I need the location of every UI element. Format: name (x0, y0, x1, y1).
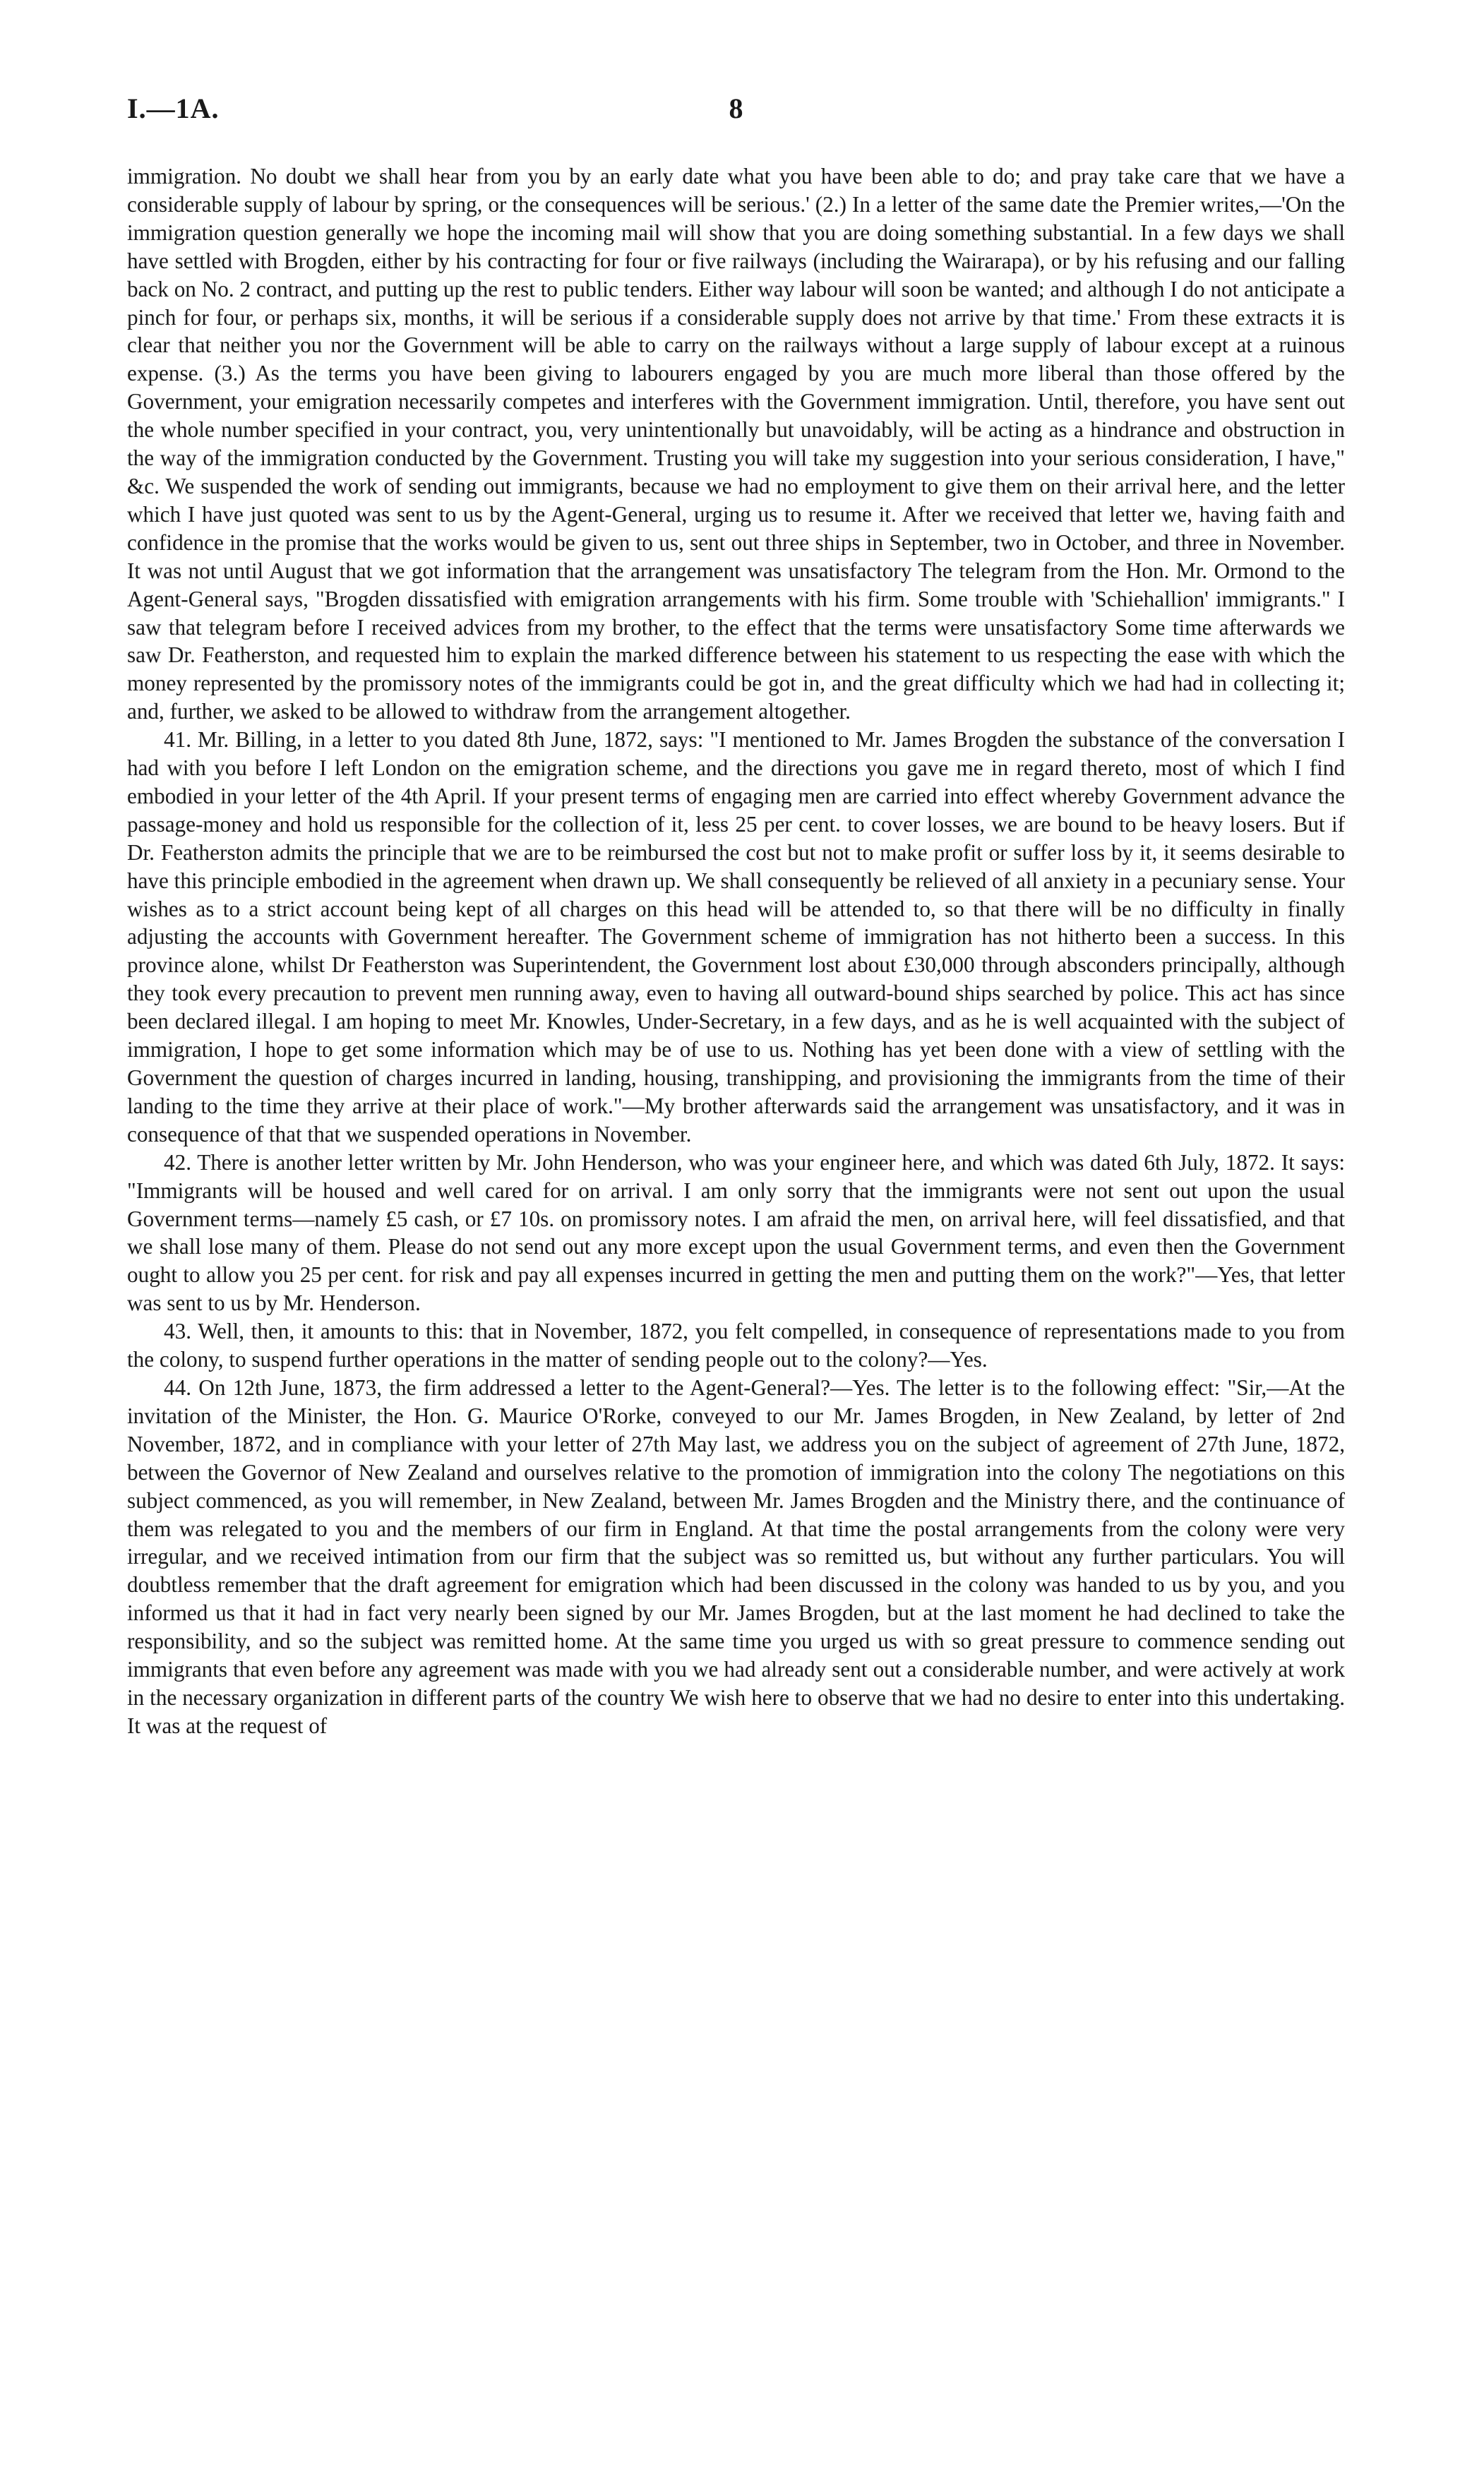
body-text (127, 162, 1345, 1740)
paragraph-44: 44. On 12th June, 1873, the firm addressed a letter to the Agent-General?—Yes. The letter is to the following effect: "Sir,—At the invitation of the Minister, the Hon. G. Maurice O'Rorke, conveyed to our Mr. James Brogden, in New Zealand, by letter of 2nd November, 1872, and in compliance with your letter of 27th May last, we address you on the subject of agreement of 27th June, 1872, between the Governor of New Zealand and ourselves relative to the promotion of immigration into the colony The negotiations on this subject commenced, as you will remember, in New Zealand, between Mr. James Brogden and the Ministry there, and the continuance of them was relegated to you and the members of our firm in England. At that time the postal arrangements from the colony were very irregular, and we received intimation from our firm that the subject was so remitted us, but without any further particulars. You will doubtless remember that the draft agreement for emigration which had been discussed in the colony was handed to us by you, and you informed us that it had in fact very nearly been signed by our Mr. James Brogden, but at the last moment he had declined to take the responsibility, and so the subject was remitted home. At the same time you urged us with so great pressure to commence sending out immigrants that even before any agreement was made with you we had already sent out a considerable number, and were actively at work in the necessary organization in different parts of the country We wish here to observe that we had no desire to enter into this undertaking. It was at the request of (127, 1375, 1345, 1738)
document-reference: I.—1A. (127, 92, 220, 124)
paragraph-43: 43. Well, then, it amounts to this: that in November, 1872, you felt compelled, in consequence of representations made to you from the colony, to suspend further operations in the matter of sending people out to the colony?—Yes. (127, 1319, 1345, 1372)
page-header (127, 92, 1345, 134)
paragraph-continuation: immigration. No doubt we shall hear from you by an early date what you have been able to do; and pray take care that we have a considerable supply of labour by spring, or the consequences will be serious.' (2.) In a letter of the same date the Premier writes,—'On the immigration question generally we hope the incoming mail will show that you are doing something substantial. In a few days we shall have settled with Brogden, either by his contracting for four or five railways (including the Wairarapa), or by his refusing and our falling back on No. 2 contract, and putting up the rest to public tenders. Either way labour will soon be wanted; and although I do not anticipate a pinch for four, or perhaps six, months, it will be serious if a considerable supply does not arrive by that time.' From these extracts it is clear that neither you nor the Government will be able to carry on the railways without a large supply of labour except at a ruinous expense. (3.) As the terms you have been giving to labourers engaged by you are much more liberal than those offered by the Government, your emigration necessarily competes and interferes with the Government immigration. Until, therefore, you have sent out the whole number specified in your contract, you, very unintentionally but unavoidably, will be acting as a hindrance and obstruction in the way of the immigration conducted by the Government. Trusting you will take my suggestion into your serious consideration, I have," &c. We suspended the work of sending out immigrants, because we had no employment to give them on their arrival here, and the letter which I have just quoted was sent to us by the Agent-General, urging us to resume it. After we received that letter we, having faith and confidence in the promise that the works would be given to us, sent out three ships in September, two in October, and three in November. It was not until August that we got information that the arrangement was unsatisfactory The telegram from the Hon. Mr. Ormond to the Agent-General says, "Brogden dissatisfied with emigration arrangements with his firm. Some trouble with 'Schiehallion' immigrants." I saw that telegram before I received advices from my brother, to the effect that the terms were unsatisfactory Some time afterwards we saw Dr. Featherston, and requested him to explain the marked difference between his statement to us respecting the ease with which the money represented by the promissory notes of the immigrants could be got in, and the great difficulty which we had had in collecting it; and, further, we asked to be allowed to withdraw from the arrangement altogether. (127, 164, 1345, 724)
paragraph-42: 42. There is another letter written by Mr. John Henderson, who was your engineer here, and which was dated 6th July, 1872. It says: "Immigrants will be housed and well cared for on arrival. I am only sorry that the immigrants were not sent out upon the usual Government terms—namely £5 cash, or £7 10s. on promissory notes. I am afraid the men, on arrival here, will feel dissatisfied, and that we shall lose many of them. Please do not send out any more except upon the usual Government terms, and even then the Government ought to allow you 25 per cent. for risk and pay all expenses incurred in getting the men and putting them on the work?"—Yes, that letter was sent to us by Mr. Henderson. (127, 1149, 1345, 1316)
document-page (127, 92, 1345, 1740)
page-number: 8 (729, 92, 743, 124)
paragraph-41: 41. Mr. Billing, in a letter to you dated 8th June, 1872, says: "I mentioned to Mr. James Brogden the substance of the conversation I had with you before I left London on the emigration scheme, and the directions you gave me in regard thereto, most of which I find embodied in your letter of the 4th April. If your present terms of engaging men are carried into effect whereby Government advance the passage-money and hold us responsible for the collection of it, less 25 per cent. to cover losses, we are bound to be heavy losers. But if Dr. Featherston admits the principle that we are to be reimbursed the cost but not to make profit or suffer loss by it, it seems desirable to have this principle embodied in the agreement when drawn up. We shall consequently be relieved of all anxiety in a pecuniary sense. Your wishes as to a strict account being kept of all charges on this head will be attended to, so that there will be no difficulty in finally adjusting the accounts with Government hereafter. The Government scheme of immigration has not hitherto been a success. In this province alone, whilst Dr Featherston was Superintendent, the Government lost about £30,000 through absconders principally, although they took every precaution to prevent men running away, even to having all outward-bound ships searched by police. This act has since been declared illegal. I am hoping to meet Mr. Knowles, Under-Secretary, in a few days, and as he is well acquainted with the subject of immigration, I hope to get some information which may be of use to us. Nothing has yet been done with a view of settling with the Government the question of charges incurred in landing, housing, transhipping, and provisioning the immigrants from the time of their landing to the time they arrive at their place of work."—My brother afterwards said the arrangement was unsatisfactory, and it was in consequence of that that we suspended operations in November. (127, 727, 1345, 1146)
